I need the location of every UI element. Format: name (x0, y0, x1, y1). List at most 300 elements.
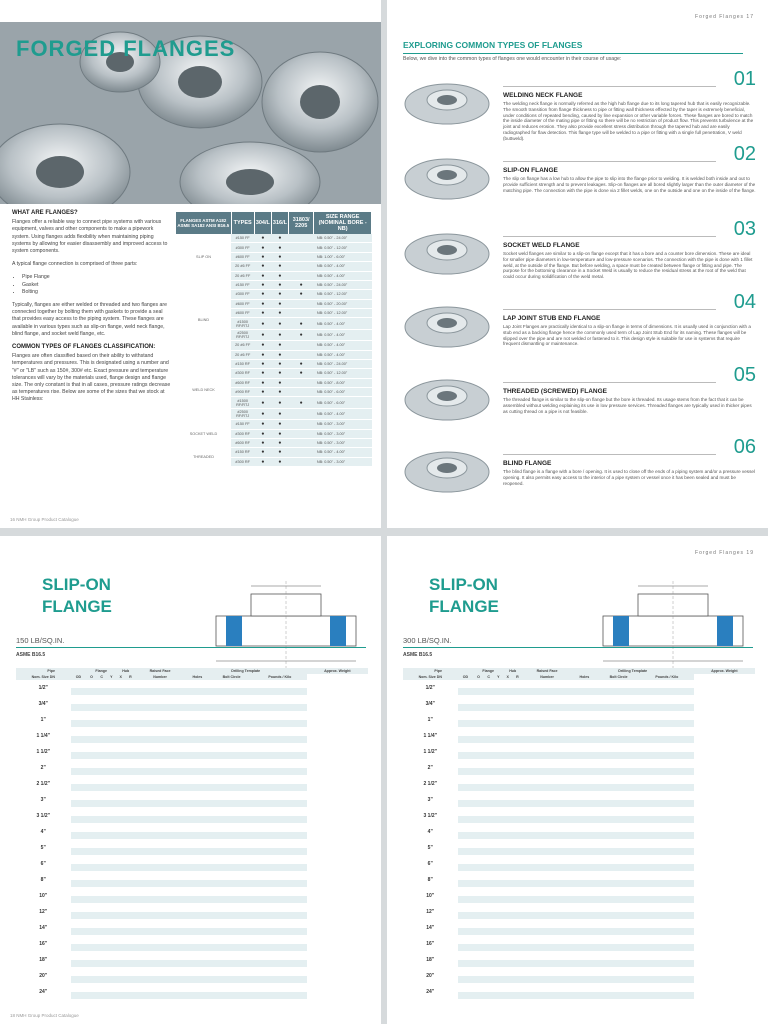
table-cell (116, 760, 125, 768)
table-cell (572, 840, 597, 848)
table-cell (522, 824, 571, 832)
table-cell (512, 712, 522, 720)
table-cell (572, 912, 597, 920)
table-cell (71, 768, 87, 776)
table-cell (572, 720, 597, 728)
table-cell (512, 968, 522, 976)
table-cell-type: #150 FF (231, 420, 254, 429)
table-cell (597, 984, 640, 992)
table-cell (473, 760, 483, 768)
table-cell (107, 848, 116, 856)
table-cell (86, 792, 96, 800)
table-group-header: Flange (86, 668, 116, 674)
table-cell (125, 968, 135, 976)
table-row (16, 760, 368, 768)
table-cell (135, 848, 184, 856)
table-cell (473, 736, 483, 744)
table-cell (512, 688, 522, 696)
table-cell (71, 848, 87, 856)
table-cell (253, 856, 307, 864)
table-cell (185, 688, 210, 696)
table-cell (522, 936, 571, 944)
table-cell (512, 960, 522, 968)
table-cell (116, 832, 125, 840)
table-cell (135, 704, 184, 712)
table-cell-2205 (288, 388, 313, 397)
table-cell (522, 720, 571, 728)
table-cell-type: #600 FF (231, 299, 254, 308)
table-cell-range: NB: 0.50" - 12.00" (314, 290, 372, 299)
table-cell (458, 800, 474, 808)
table-cell (572, 704, 597, 712)
table-cell (135, 840, 184, 848)
table-cell-316: ● (271, 290, 288, 299)
what-paragraph-2: A typical flange connection is comprised of three parts: (12, 261, 138, 268)
table-cell-range: NB: 0.50" - 4.00" (314, 350, 372, 359)
table-cell (210, 928, 253, 936)
table-cell-range: NB: 0.50" - 12.00" (314, 243, 372, 252)
table-cell (640, 840, 694, 848)
table-cell (125, 888, 135, 896)
parts-list (12, 274, 172, 296)
table-cell (185, 792, 210, 800)
table-cell-2205 (288, 271, 313, 280)
table-cell (185, 848, 210, 856)
title-line-1: SLIP-ON (429, 575, 498, 594)
table-cell (125, 848, 135, 856)
table-cell (522, 840, 571, 848)
list-item: • Bolting (22, 289, 172, 296)
table-cell (97, 744, 107, 752)
table-cell (97, 824, 107, 832)
table-cell (512, 760, 522, 768)
table-cell (473, 752, 483, 760)
table-cell-304: ● (254, 243, 271, 252)
table-cell-range: NB: 0.50" - 4.00" (314, 271, 372, 280)
table-cell-size: 12" (403, 904, 458, 920)
table-cell (494, 832, 503, 840)
table-cell (512, 832, 522, 840)
page-title (42, 574, 112, 618)
table-cell (473, 800, 483, 808)
table-cell (473, 888, 483, 896)
table-cell (125, 992, 135, 1000)
table-cell (97, 704, 107, 712)
table-cell-size: 1 1/2" (403, 744, 458, 760)
table-cell (512, 928, 522, 936)
table-cell-size: 1/2" (16, 680, 71, 696)
table-cell-2205 (288, 262, 313, 271)
table-cell (107, 704, 116, 712)
table-cell (597, 696, 640, 704)
table-cell (97, 960, 107, 968)
table-cell (640, 792, 694, 800)
table-cell (86, 800, 96, 808)
table-cell-range: NB: 0.50" - 3.00" (314, 420, 372, 429)
table-cell (71, 752, 87, 760)
table-cell (522, 904, 571, 912)
table-cell (494, 824, 503, 832)
table-header: 316/L (271, 212, 288, 234)
table-cell-2205 (288, 341, 313, 350)
table-cell (458, 776, 474, 784)
table-cell (253, 976, 307, 984)
table-cell-304: ● (254, 429, 271, 438)
table-cell (494, 944, 503, 952)
table-cell (522, 912, 571, 920)
table-cell (522, 808, 571, 816)
pressure-rating: 300 LB/SQ.IN. (403, 636, 753, 648)
table-cell (494, 816, 503, 824)
intro-text-column (12, 210, 172, 410)
table-cell (116, 864, 125, 872)
table-cell-size: 8" (16, 872, 71, 888)
table-cell (116, 808, 125, 816)
table-cell (210, 912, 253, 920)
table-cell (503, 896, 512, 904)
table-cell (640, 856, 694, 864)
table-cell (572, 792, 597, 800)
table-row (16, 776, 368, 784)
table-cell (86, 880, 96, 888)
table-cell (97, 880, 107, 888)
table-cell (522, 952, 571, 960)
table-row (176, 359, 372, 368)
table-cell (210, 752, 253, 760)
table-cell (185, 744, 210, 752)
table-row (403, 888, 755, 896)
table-cell (125, 840, 135, 848)
table-cell (597, 760, 640, 768)
table-cell (484, 864, 494, 872)
classification-paragraph: Flanges are often classified based on their ability to withstand temperatures and pressures. This is designated using a number and "#" or "LB" such as 150#, 300# etc. Exact pressure and temperature tolerances will vary by the materials used, flange design and flange size. The only constant is that in all cases, pressure ratings decrease as temperatures rise. Below are some of the sizes that we stock at HH Stainless: (12, 353, 171, 403)
table-cell (503, 744, 512, 752)
table-cell (135, 944, 184, 952)
table-cell-size: 16" (403, 936, 458, 952)
table-cell (210, 840, 253, 848)
table-column-header: O (473, 674, 483, 680)
table-cell (522, 944, 571, 952)
table-cell (597, 704, 640, 712)
table-cell (503, 824, 512, 832)
table-cell (572, 944, 597, 952)
item-rule (503, 309, 716, 310)
table-cell (185, 904, 210, 912)
table-cell (97, 696, 107, 704)
table-cell (185, 776, 210, 784)
table-cell (97, 840, 107, 848)
dimension-table-300 (403, 668, 755, 1000)
table-cell (210, 816, 253, 824)
table-cell (522, 712, 571, 720)
table-cell (97, 776, 107, 784)
table-cell (572, 992, 597, 1000)
table-cell (86, 744, 96, 752)
table-cell (572, 696, 597, 704)
table-cell (503, 848, 512, 856)
table-cell (522, 760, 571, 768)
table-cell-2205 (288, 438, 313, 447)
table-cell (107, 888, 116, 896)
table-group-label: THREADED (176, 448, 231, 467)
table-cell (512, 952, 522, 960)
table-cell (458, 920, 474, 928)
table-cell (494, 904, 503, 912)
table-cell (253, 792, 307, 800)
table-cell (512, 912, 522, 920)
table-cell (494, 792, 503, 800)
table-cell (640, 864, 694, 872)
table-cell (572, 936, 597, 944)
table-cell-size: 1 1/4" (16, 728, 71, 744)
table-cell-316: ● (271, 457, 288, 466)
table-cell-2205: ● (288, 369, 313, 378)
table-cell (458, 976, 474, 984)
table-cell (253, 832, 307, 840)
table-cell (503, 736, 512, 744)
table-cell (210, 744, 253, 752)
table-group-header: Drilling Template (185, 668, 307, 674)
item-rule (503, 382, 716, 383)
table-cell (125, 760, 135, 768)
table-column-header: Holes (185, 674, 210, 680)
table-row (16, 712, 368, 720)
table-cell (473, 960, 483, 968)
table-cell (210, 848, 253, 856)
table-cell (185, 872, 210, 880)
table-cell-2205 (288, 448, 313, 457)
table-cell (473, 680, 483, 688)
table-cell (484, 744, 494, 752)
table-row (16, 888, 368, 896)
table-cell (210, 944, 253, 952)
item-description: The blind flange is a flange with a bore / opening. It is used to close off the ends of a piping system and/or a pressure vessel opening. It also permits easy access to the interior of a pipe system or vessel once it has been sealed and must be reopened. (503, 469, 755, 486)
table-cell (484, 688, 494, 696)
table-cell (494, 968, 503, 976)
table-cell (107, 808, 116, 816)
table-cell (503, 944, 512, 952)
table-cell (135, 696, 184, 704)
table-cell-316: ● (271, 438, 288, 447)
table-cell (458, 712, 474, 720)
table-cell-304: ● (254, 378, 271, 387)
table-cell (135, 920, 184, 928)
table-cell-range: NB: 0.50" - 4.00" (314, 408, 372, 419)
table-cell (97, 976, 107, 984)
table-cell (503, 856, 512, 864)
table-cell (494, 936, 503, 944)
table-cell (86, 872, 96, 880)
table-cell (473, 824, 483, 832)
table-cell (503, 992, 512, 1000)
table-row (16, 872, 368, 880)
table-cell (86, 688, 96, 696)
table-cell (473, 832, 483, 840)
table-cell (97, 720, 107, 728)
table-cell (458, 768, 474, 776)
table-cell (494, 920, 503, 928)
table-cell (86, 776, 96, 784)
table-cell (458, 992, 474, 1000)
table-cell (572, 928, 597, 936)
table-row (403, 776, 755, 784)
table-cell (116, 816, 125, 824)
table-cell (253, 688, 307, 696)
table-cell (512, 752, 522, 760)
table-column-header: X (503, 674, 512, 680)
table-cell (86, 904, 96, 912)
table-cell-range: NB: 0.50" - 4.00" (314, 262, 372, 271)
table-cell-316: ● (271, 329, 288, 340)
table-cell (71, 680, 87, 688)
table-cell (503, 680, 512, 688)
table-cell (97, 808, 107, 816)
table-row (16, 856, 368, 864)
table-row (16, 904, 368, 912)
table-cell-2205 (288, 234, 313, 243)
table-cell (210, 856, 253, 864)
table-group-label: BLIND (176, 280, 231, 359)
table-cell-2205 (288, 350, 313, 359)
table-cell (473, 952, 483, 960)
table-cell (71, 952, 87, 960)
table-cell (185, 752, 210, 760)
table-group-label: WELD NECK (176, 359, 231, 419)
table-cell (597, 888, 640, 896)
table-cell (253, 824, 307, 832)
table-cell (135, 936, 184, 944)
table-cell-2205 (288, 243, 313, 252)
table-cell (494, 984, 503, 992)
table-cell (86, 704, 96, 712)
item-title: SLIP-ON FLANGE (503, 167, 558, 174)
table-row (16, 744, 368, 752)
table-cell (597, 720, 640, 728)
table-cell (503, 776, 512, 784)
table-cell (512, 744, 522, 752)
table-cell (640, 816, 694, 824)
table-cell (597, 960, 640, 968)
flange-photo (399, 372, 495, 424)
table-cell (640, 720, 694, 728)
table-cell-316: ● (271, 299, 288, 308)
table-cell (494, 872, 503, 880)
table-cell (484, 736, 494, 744)
table-column-header: O (86, 674, 96, 680)
table-cell (116, 960, 125, 968)
table-cell (86, 840, 96, 848)
table-cell (125, 912, 135, 920)
table-cell-size: 5" (403, 840, 458, 856)
table-cell (135, 688, 184, 696)
table-cell-size: 10" (403, 888, 458, 904)
table-cell (97, 888, 107, 896)
table-cell (484, 984, 494, 992)
table-cell (473, 928, 483, 936)
item-number: 02 (733, 143, 756, 165)
table-cell-type: #2500 RF/RTJ (231, 329, 254, 340)
table-column-header: Bolt Circle (210, 674, 253, 680)
table-cell (253, 736, 307, 744)
table-cell (135, 896, 184, 904)
table-cell (125, 880, 135, 888)
table-cell-304: ● (254, 252, 271, 261)
table-cell-2205 (288, 378, 313, 387)
table-cell (210, 808, 253, 816)
table-cell (597, 680, 640, 688)
table-cell (71, 928, 87, 936)
table-cell-316: ● (271, 341, 288, 350)
table-cell (512, 984, 522, 992)
table-cell (210, 824, 253, 832)
table-cell (116, 800, 125, 808)
table-cell (107, 832, 116, 840)
table-group-header: Pipe (403, 668, 473, 674)
table-cell (473, 776, 483, 784)
table-cell (253, 912, 307, 920)
table-cell (86, 968, 96, 976)
table-cell-size: 14" (403, 920, 458, 936)
table-cell (494, 856, 503, 864)
table-cell (473, 848, 483, 856)
table-cell (572, 920, 597, 928)
table-cell (503, 832, 512, 840)
table-cell (97, 944, 107, 952)
table-cell-size: 4" (16, 824, 71, 840)
table-cell (640, 952, 694, 960)
table-cell (484, 896, 494, 904)
table-cell (494, 680, 503, 688)
table-cell (572, 848, 597, 856)
table-cell (253, 808, 307, 816)
table-cell (522, 816, 571, 824)
table-cell (97, 736, 107, 744)
table-cell (185, 992, 210, 1000)
table-cell (572, 904, 597, 912)
table-cell (503, 800, 512, 808)
table-cell (97, 928, 107, 936)
title-line-2: FLANGE (429, 597, 499, 616)
table-cell (125, 960, 135, 968)
table-group-label: SLIP ON (176, 234, 231, 280)
table-cell (503, 696, 512, 704)
table-cell (503, 784, 512, 792)
table-cell (484, 880, 494, 888)
flange-photo (399, 444, 495, 496)
table-cell (253, 880, 307, 888)
table-cell (640, 888, 694, 896)
table-cell (597, 976, 640, 984)
table-cell (597, 736, 640, 744)
table-cell (125, 816, 135, 824)
title-line-2: FLANGE (42, 597, 112, 616)
table-cell (86, 920, 96, 928)
table-cell (458, 808, 474, 816)
table-cell (125, 776, 135, 784)
table-cell (116, 704, 125, 712)
table-cell (572, 688, 597, 696)
table-cell (86, 864, 96, 872)
table-cell (71, 760, 87, 768)
table-cell (135, 808, 184, 816)
flange-photo (399, 226, 495, 278)
table-cell (458, 944, 474, 952)
table-group-header: Approx. Weight (694, 668, 755, 674)
table-cell (86, 848, 96, 856)
table-cell (597, 992, 640, 1000)
table-cell (185, 704, 210, 712)
table-cell (135, 904, 184, 912)
